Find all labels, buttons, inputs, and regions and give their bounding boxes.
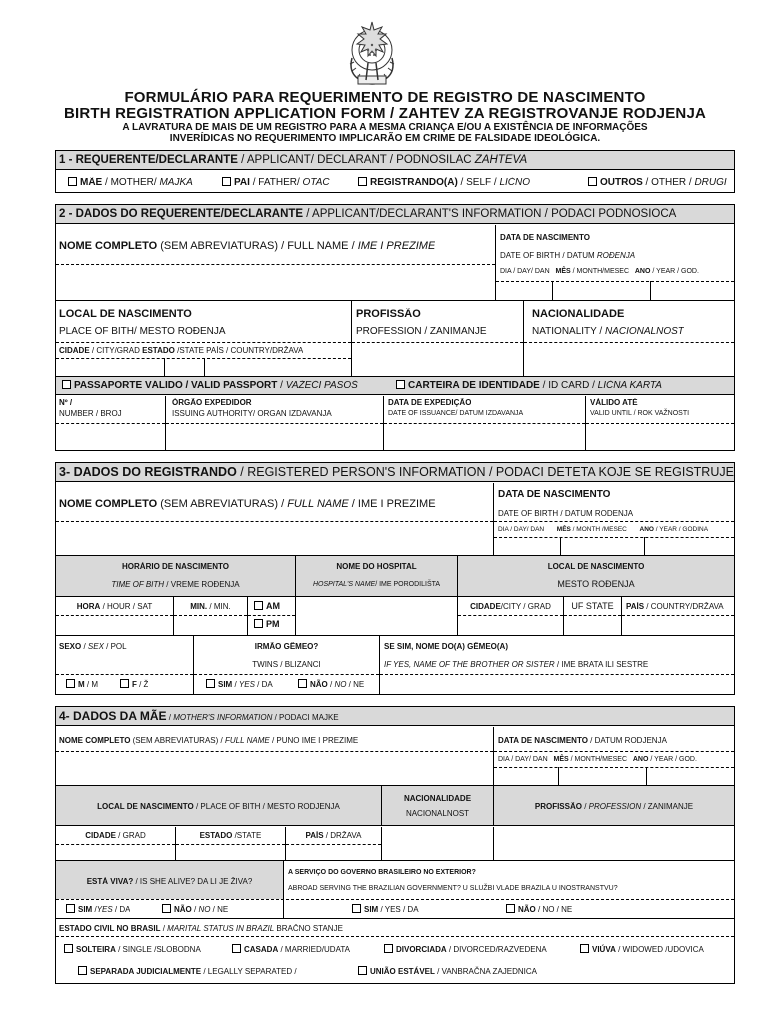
mother-name-field[interactable]: NOME COMPLETO (SEM ABREVIATURAS) / FULL NAME / PUNO IME I PREZIME	[56, 727, 494, 785]
mother-birthplace-header: LOCAL DE NASCIMENTO / PLACE OF BITH / MESTO RODJENJA	[56, 786, 382, 826]
checkbox[interactable]	[384, 944, 393, 953]
twin-name-field[interactable]: SE SIM, NOME DO(A) GÊMEO(A) IF YES, NAME OF THE BROTHER OR SISTER / IME BRATA ILI SESTRE	[380, 636, 734, 694]
checkbox[interactable]	[68, 177, 77, 186]
checkbox[interactable]	[206, 679, 215, 688]
option-am[interactable]: AM	[254, 601, 280, 612]
marital-widowed[interactable]: VIÚVA / WIDOWED /UDOVICA	[580, 944, 704, 955]
marital-separated[interactable]: SEPARADA JUDICIALMENTE / LEGALLY SEPARATED /	[78, 966, 297, 977]
checkbox[interactable]	[62, 380, 71, 389]
option-id-card[interactable]: CARTEIRA DE IDENTIDADE / ID CARD / LIČNA KARTA	[396, 380, 662, 392]
warning-line-1: A LAVRATURA DE MAIS DE UM REGISTRO PARA A MESMA CRIANÇA E/OU A EXISTÊNCIA DE INFORMAÇÕES	[122, 122, 648, 133]
mother-gov-options	[284, 900, 734, 918]
form-title-pt: FORMULÁRIO PARA REQUERIMENTO DE REGISTRO DE NASCIMENTO	[124, 89, 646, 106]
am-pm-selector	[248, 597, 296, 635]
checkbox[interactable]	[64, 944, 73, 953]
option-male[interactable]: M / M	[66, 679, 98, 690]
mother-alive-options	[56, 900, 284, 918]
applicant-nationality-field[interactable]: NACIONALIDADE NATIONALITY / NACIONALNOST	[524, 300, 734, 376]
checkbox[interactable]	[298, 679, 307, 688]
marital-single[interactable]: SOLTEIRA / SINGLE /SLOBODNA	[64, 944, 201, 955]
marital-status-label: ESTADO CIVIL NO BRASIL / MARITAL STATUS IN BRAZIL BRAČNO STANJE	[56, 919, 734, 937]
marital-married[interactable]: CASADA / MARRIED/UDATA	[232, 944, 350, 955]
section-3-registered-person	[55, 462, 735, 695]
mother-nationality-field[interactable]	[382, 827, 494, 860]
checkbox[interactable]	[66, 904, 75, 913]
applicant-name-field[interactable]: NOME COMPLETO (SEM ABREVIATURAS) / FULL NAME / IME I PREZIME	[56, 225, 496, 300]
applicant-birthdate-field[interactable]: DATA DE NASCIMENTO DATE OF BIRTH / DATUM ROĐENJA DIA / DAY/ DAN MÊS / MONTH/MESEC ANO / YEAR / GOD.	[496, 225, 734, 300]
hospital-header: NOME DO HOSPITAL HOSPITAL'S NAME/ IME PORODILIŠTA	[296, 556, 458, 597]
section-4-mother-info	[55, 706, 735, 984]
twins-yes[interactable]: SIM / YES / DA	[206, 679, 273, 690]
section-1-header: 1 - REQUERENTE/DECLARANTE / APPLICANT/ DECLARANT / PODNOSILAC ZAHTEVA	[56, 151, 734, 170]
mother-state-field[interactable]: ESTADO /STATE	[176, 827, 286, 860]
alive-no[interactable]: NÃO / NO / NE	[162, 904, 228, 915]
hospital-name-field[interactable]	[296, 597, 458, 635]
option-other[interactable]: OUTROS / OTHER / DRUGI	[588, 177, 727, 188]
sex-field: SEXO / SEX / POL M / M F / Ž	[56, 636, 194, 694]
mother-profession-field[interactable]	[494, 827, 734, 860]
coat-of-arms-emblem	[340, 18, 404, 90]
mother-city-field[interactable]: CIDADE / GRAD	[56, 827, 176, 860]
option-mother[interactable]: MÃE / MOTHER/ MAJKA	[68, 177, 193, 188]
id-document-type-row	[56, 377, 734, 395]
checkbox[interactable]	[78, 966, 87, 975]
section-2-header: 2 - DADOS DO REQUERENTE/DECLARANTE / APPLICANT/DECLARANT'S INFORMATION / PODACI PODNOSIOCA	[56, 205, 734, 224]
warning-line-2: INVERÍDICAS NO REQUERIMENTO IMPLICARÃO EM CRIME DE FALSIDADE IDEOLÓGICA.	[169, 133, 601, 144]
option-self[interactable]: REGISTRANDO(A) / SELF / LIČNO	[358, 177, 530, 188]
option-father[interactable]: PAI / FATHER/ OTAC	[222, 177, 330, 188]
mother-alive-question: ESTÁ VIVA? / IS SHE ALIVE? DA LI JE ŽIVA?	[56, 861, 284, 899]
section-3-header: 3- DADOS DO REGISTRANDO / REGISTERED PERSON'S INFORMATION / PODACI DETETA KOJE SE REGISTRUJE	[56, 463, 734, 482]
checkbox[interactable]	[254, 619, 263, 628]
checkbox[interactable]	[232, 944, 241, 953]
checkbox[interactable]	[254, 601, 263, 610]
mother-nationality-header: NACIONALIDADE NACIONALNOST	[382, 786, 494, 826]
twins-field: IRMÃO GÊMEO? TWINS / BLIZANCI SIM / YES / DA NÃO / NO / NE	[194, 636, 380, 694]
marital-divorced[interactable]: DIVORCIADA / DIVORCED/RAZVEDENA	[384, 944, 547, 955]
option-female[interactable]: F / Ž	[120, 679, 148, 690]
registered-name-field[interactable]: NOME COMPLETO (SEM ABREVIATURAS) / FULL NAME / IME I PREZIME	[56, 483, 494, 555]
gov-yes[interactable]: SIM / YES / DA	[352, 904, 419, 915]
section-1-applicant-type	[55, 150, 735, 193]
checkbox[interactable]	[352, 904, 361, 913]
birth-hour-field[interactable]: HORA / HOUR / SAT	[56, 597, 174, 635]
birthplace-header: LOCAL DE NASCIMENTO MESTO ROĐENJA	[458, 556, 734, 597]
issue-date-field[interactable]: DATA DE EXPEDIÇÃO DATE OF ISSUANCE/ DATUM IZDAVANJA	[384, 396, 586, 450]
option-pm[interactable]: PM	[254, 619, 280, 630]
checkbox[interactable]	[358, 177, 367, 186]
birth-state-field[interactable]: UF STATE	[564, 597, 622, 635]
valid-until-field[interactable]: VÁLIDO ATÉ VALID UNTIL / ROK VAŽNOSTI	[586, 396, 734, 450]
registered-birthdate-field[interactable]: DATA DE NASCIMENTO DATE OF BIRTH / DATUM RODENJA DIA / DAY/ DAN MÊS / MONTH /MESEC ANO / YEAR / GODINA	[494, 483, 734, 555]
section-4-header: 4- DADOS DA MÃE / MOTHER'S INFORMATION / PODACI MAJKE	[56, 707, 734, 726]
option-passport[interactable]: PASSAPORTE VÁLIDO / VALID PASSPORT / VAŽEĆI PASOŠ	[62, 380, 358, 392]
birth-city-field[interactable]: CIDADE/CITY / GRAD	[458, 597, 564, 635]
twins-no[interactable]: NÃO / NO / NE	[298, 679, 364, 690]
mother-country-field[interactable]: PAÍS / DRŽAVA	[286, 827, 382, 860]
checkbox[interactable]	[162, 904, 171, 913]
issuing-authority-field[interactable]: ÓRGÃO EXPEDIDOR ISSUING AUTHORITY/ ORGAN IZDAVANJA	[166, 396, 384, 450]
marital-status-options-row-2	[56, 960, 734, 982]
birth-minute-field[interactable]: MIN. / MIN.	[174, 597, 248, 635]
birth-country-field[interactable]: PAÍS / COUNTRY/DRŽAVA	[622, 597, 734, 635]
marital-stable-union[interactable]: UNIÃO ESTÁVEL / VANBRAČNA ZAJEDNICA	[358, 966, 537, 977]
alive-yes[interactable]: SIM /YES / DA	[66, 904, 130, 915]
birth-time-header: HORÁRIO DE NASCIMENTO TIME OF BITH / VREME ROĐENJA	[56, 556, 296, 597]
mother-gov-service-question: A SERVIÇO DO GOVERNO BRASILEIRO NO EXTERIOR? ABROAD SERVING THE BRAZILIAN GOVERNMENT? U SLUŽBI VLADE BRAZILA U INOSTRANSTVU?	[288, 869, 618, 892]
checkbox[interactable]	[588, 177, 597, 186]
applicant-profession-field[interactable]: PROFISSÃO PROFESSION / ZANIMANJE	[352, 300, 524, 376]
checkbox[interactable]	[506, 904, 515, 913]
applicant-birthplace-field[interactable]: LOCAL DE NASCIMENTO PLACE OF BITH/ MESTO ROĐENJA CIDADE / CITY/GRAD ESTADO /STATE PAÍS / COUNTRY/DRŽAVA	[56, 300, 352, 376]
checkbox[interactable]	[358, 966, 367, 975]
checkbox[interactable]	[222, 177, 231, 186]
document-number-field[interactable]: Nº / NUMBER / BROJ	[56, 396, 166, 450]
section-2-applicant-info	[55, 204, 735, 451]
checkbox[interactable]	[396, 380, 405, 389]
mother-birthdate-field[interactable]: DATA DE NASCIMENTO / DATUM RODJENJA DIA / DAY/ DAN MÊS / MONTH/MESEC ANO / YEAR / GOD.	[494, 727, 734, 785]
checkbox[interactable]	[120, 679, 129, 688]
checkbox[interactable]	[66, 679, 75, 688]
mother-profession-header: PROFISSÃO / PROFESSION / ZANIMANJE	[494, 786, 734, 826]
form-title-en: BIRTH REGISTRATION APPLICATION FORM / ZAHTEV ZA REGISTROVANJE RODJENJA	[63, 105, 707, 122]
marital-status-options-row-1	[56, 938, 734, 960]
gov-no[interactable]: NÃO / NO / NE	[506, 904, 572, 915]
checkbox[interactable]	[580, 944, 589, 953]
form-header	[0, 90, 770, 144]
